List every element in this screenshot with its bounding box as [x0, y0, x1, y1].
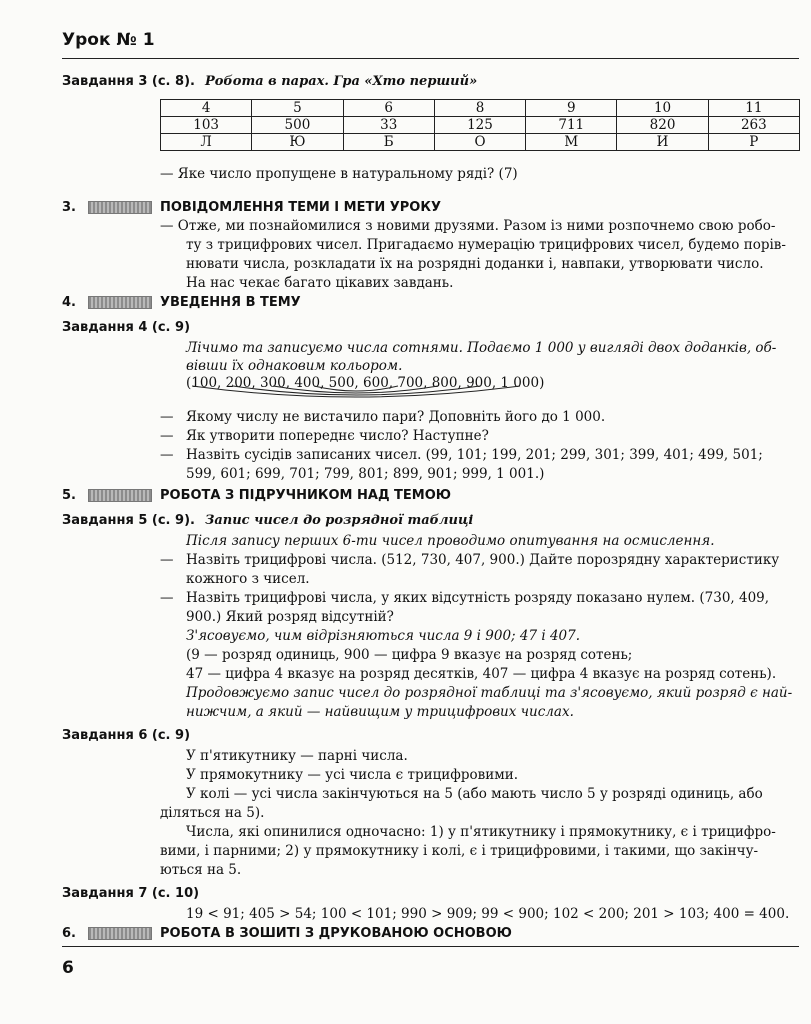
- table-cell: 263: [708, 117, 799, 134]
- item-line: Назвіть трицифрові числа. (512, 730, 407, 900.) Дайте порозрядну характеристику: [186, 552, 780, 568]
- task3-label: Завдання 3 (с. 8).: [62, 74, 195, 89]
- table-cell: 8: [434, 100, 525, 117]
- task7-heading: [62, 886, 199, 901]
- task6-heading: [62, 728, 190, 743]
- task6-label: Завдання 6 (с. 9): [62, 728, 191, 743]
- continue-line: Продовжуємо запис чисел до розрядної таблиці та з'ясовуємо, який розряд є най-: [186, 685, 793, 701]
- paragraph-line: ту з трицифрових чисел. Пригадаємо нумерацію трицифрових чисел, будемо порів-: [186, 237, 786, 253]
- clarify-line: З'ясовуємо, чим відрізняються числа 9 і 900; 47 і 407.: [186, 628, 581, 644]
- section5-heading: [62, 486, 451, 504]
- task6-line: ються на 5.: [160, 862, 242, 878]
- section-number: 5.: [62, 487, 76, 503]
- table-cell: 6: [343, 100, 434, 117]
- instruction-line: вівши їх однаковим кольором.: [186, 358, 403, 374]
- task5-subtitle: Запис чисел до розрядної таблиці: [204, 513, 474, 528]
- footer-rule: [62, 946, 799, 947]
- dash-marker: —: [160, 590, 174, 606]
- dash-marker: —: [160, 552, 174, 568]
- section-number: 3.: [62, 199, 76, 215]
- section6-heading: [62, 924, 512, 942]
- table-cell: О: [434, 134, 525, 151]
- table-cell: 9: [526, 100, 617, 117]
- section3-heading: [62, 198, 441, 216]
- task6-line: У прямокутнику — усі числа є трицифровими.: [186, 767, 519, 783]
- table-cell: 4: [161, 100, 252, 117]
- task3-subtitle: Робота в парах. Гра «Хто перший»: [204, 74, 478, 89]
- task5-heading: [62, 513, 473, 528]
- page-number: 6: [62, 958, 74, 978]
- dash-marker: —: [160, 447, 174, 463]
- table-cell: 500: [252, 117, 343, 134]
- item-line: Назвіть трицифрові числа, у яких відсутність розряду показано нулем. (730, 409,: [186, 590, 770, 606]
- task6-line: У п'ятикутнику — парні числа.: [186, 748, 408, 764]
- explain-line: (9 — розряд одиниць, 900 — цифра 9 вказує на розряд сотень;: [186, 647, 633, 663]
- section-title: РОБОТА З ПІДРУЧНИКОМ НАД ТЕМОЮ: [160, 487, 452, 503]
- table-cell: Ю: [252, 134, 343, 151]
- table-cell: 103: [161, 117, 252, 134]
- pair-arc: [273, 386, 438, 393]
- table-cell: 5: [252, 100, 343, 117]
- section-marker-bar: [88, 489, 152, 502]
- question-line: Як утворити попереднє число? Наступне?: [186, 428, 489, 444]
- task4-heading: [62, 320, 190, 335]
- table-cell: 711: [526, 117, 617, 134]
- table-row-letters: [161, 134, 800, 151]
- section-title: УВЕДЕННЯ В ТЕМУ: [160, 294, 301, 310]
- item-line: 900.) Який розряд відсутній?: [186, 609, 394, 625]
- table-cell: 820: [617, 117, 708, 134]
- section-number: 4.: [62, 294, 76, 310]
- task6-line: Числа, які опинилися одночасно: 1) у п'ятикутнику і прямокутнику, є і трицифро-: [186, 824, 776, 840]
- table-cell: 33: [343, 117, 434, 134]
- section-marker-bar: [88, 201, 152, 214]
- table-row-numbers: [161, 100, 800, 117]
- task6-line: діляться на 5).: [160, 805, 265, 821]
- table-cell: 10: [617, 100, 708, 117]
- dash-marker: —: [160, 409, 174, 425]
- question-line: Якому числу не вистачило пари? Доповніть його до 1 000.: [186, 409, 606, 425]
- section4-heading: [62, 293, 301, 311]
- table-cell: 11: [708, 100, 799, 117]
- game-table: [160, 99, 800, 151]
- section-title: РОБОТА В ЗОШИТІ З ДРУКОВАНОЮ ОСНОВОЮ: [160, 925, 512, 941]
- task6-line: вими, і парними; 2) у прямокутнику і колі, є і трицифровими, і такими, що закінчу-: [160, 843, 759, 859]
- paragraph-line: нювати числа, розкладати їх на розрядні доданки і, навпаки, утворювати число.: [186, 256, 764, 272]
- header-rule: [62, 58, 799, 59]
- table-cell: М: [526, 134, 617, 151]
- question-line: 599, 601; 699, 701; 799, 801; 899, 901; 999, 1 001.): [186, 466, 545, 482]
- section-number: 6.: [62, 925, 76, 941]
- task5-label: Завдання 5 (с. 9).: [62, 513, 195, 528]
- item-line: кожного з чисел.: [186, 571, 310, 587]
- paragraph-line: — Отже, ми познайомилися з новими друзями. Разом із ними розпочнемо свою робо-: [160, 218, 776, 234]
- task6-line: У колі — усі числа закінчуються на 5 (або мають число 5 у розряді одиниць, або: [186, 786, 763, 802]
- pairing-arcs: [180, 384, 550, 406]
- task4-label: Завдання 4 (с. 9): [62, 320, 191, 335]
- table-cell: Л: [161, 134, 252, 151]
- section-title: ПОВІДОМЛЕННЯ ТЕМИ І МЕТИ УРОКУ: [160, 199, 442, 215]
- explain-line: 47 — цифра 4 вказує на розряд десятків, 407 — цифра 4 вказує на розряд сотень).: [186, 666, 777, 682]
- table-cell: И: [617, 134, 708, 151]
- number-sequence: (100, 200, 300, 400, 500, 600, 700, 800, 900, 1 000): [186, 375, 545, 391]
- section-marker-bar: [88, 927, 152, 940]
- table-cell: Б: [343, 134, 434, 151]
- question-line: Назвіть сусідів записаних чисел. (99, 101; 199, 201; 299, 301; 399, 401; 499, 501;: [186, 447, 763, 463]
- pair-arc: [314, 386, 398, 391]
- table-row-values: [161, 117, 800, 134]
- task3-question: — Яке число пропущене в натуральному ряді? (7): [160, 166, 518, 182]
- continue-line: нижчим, а який — найвищим у трицифрових числах.: [186, 704, 574, 720]
- comparison-line: 19 < 91; 405 > 54; 100 < 101; 990 > 909; 99 < 900; 102 < 200; 201 > 103; 400 = 400.: [186, 906, 790, 922]
- dash-marker: —: [160, 428, 174, 444]
- task3-heading: [62, 74, 477, 89]
- table-cell: 125: [434, 117, 525, 134]
- section-marker-bar: [88, 296, 152, 309]
- task7-label: Завдання 7 (с. 10): [62, 886, 200, 901]
- lesson-title: Урок № 1: [62, 30, 155, 50]
- paragraph-line: На нас чекає багато цікавих завдань.: [186, 275, 454, 291]
- intro-line: Після запису перших 6-ти чисел проводимо опитування на осмислення.: [186, 533, 715, 549]
- table-cell: Р: [708, 134, 799, 151]
- instruction-line: Лічимо та записуємо числа сотнями. Подаємо 1 000 у вигляді двох доданків, об-: [186, 340, 777, 356]
